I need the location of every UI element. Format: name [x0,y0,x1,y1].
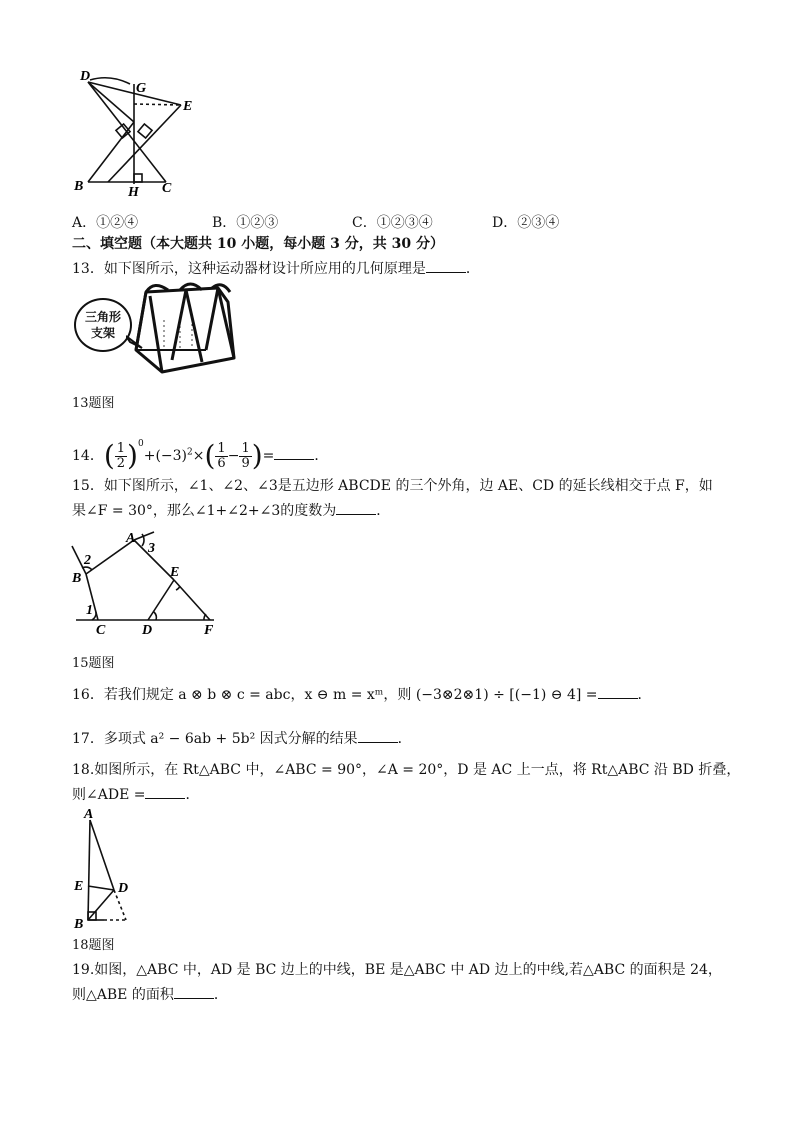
figure-q13 [120,280,250,380]
q18-line2-text: 则∠ADE = [72,787,146,803]
label-a: A [126,531,136,546]
figure-q15 [68,530,224,642]
question-16 [72,684,652,705]
q19-end: ． [213,987,228,1003]
label-a: A [84,807,94,822]
q18-end: ． [185,787,200,803]
bubble-pointer [126,332,146,352]
label-e: E [74,879,84,894]
figure-q18 [68,806,148,932]
q17-text: 17．多项式 a² − 6ab + 5b² 因式分解的结果 [72,731,358,747]
q19-answer-blank[interactable] [174,984,214,999]
label-c: C [162,181,172,196]
q14-mid: +(−3) [143,448,188,464]
question-19-line1: 19.如图，△ABC 中，AD 是 BC 边上的中线，BE 是△ABC 中 AD 边上的中线,若△ABC 的面积是 24， [72,962,722,978]
q13-text: 13．如下图所示，这种运动器材设计所应用的几何原理是 [72,261,426,277]
q14-prefix: 14． [72,448,104,464]
q19-line2-text: 则△ABE 的面积 [72,987,174,1003]
label-d: D [142,623,153,638]
q14-answer-blank[interactable] [274,445,314,460]
option-d[interactable]: D．②③④ [492,215,560,231]
question-17 [72,728,412,749]
triangle-support-bubble [74,298,132,352]
question-13 [72,258,480,279]
option-b[interactable]: B．①②③ [212,215,279,231]
label-d: D [80,69,91,84]
question-15-line1: 15．如下图所示，∠1、∠2、∠3是五边形 ABCDE 的三个外角，边 AE、CD 的延长线相交于点 F，如 [72,478,713,494]
label-h: H [128,185,139,198]
option-c[interactable]: C．①②③④ [352,215,433,231]
figure-q12 [70,64,200,198]
label-g: G [136,81,147,96]
q13-answer-blank[interactable] [426,258,466,273]
q13-caption: 13题图 [72,396,115,411]
question-15-line2 [72,500,390,521]
q13-end: ． [465,261,480,277]
q15-answer-blank[interactable] [336,500,376,515]
section-title: 二、填空题（本大题共 10 小题，每小题 3 分，共 30 分） [72,236,444,252]
label-e: E [170,565,180,580]
fraction-one-ninth: $\frac{1}{9}$ [241,440,250,471]
q18-caption: 18题图 [72,938,115,953]
question-18-line2 [72,784,199,805]
label-3: 3 [148,541,155,556]
option-a[interactable]: A．①②④ [72,215,139,231]
q17-answer-blank[interactable] [358,728,398,743]
q14-minus: − [227,448,240,464]
fraction-one-sixth: $\frac{1}{6}$ [217,440,226,471]
fraction-one-half: $\frac{1}{2}$ [116,440,126,471]
q15-line2-text: 果∠F = 30°，那么∠1+∠2+∠3的度数为 [72,503,337,519]
label-1: 1 [86,603,93,618]
label-d: D [118,881,129,896]
label-b: B [74,179,84,194]
label-f: F [204,623,214,638]
q17-end: ． [397,731,412,747]
q14-exp0: 0 [137,439,144,449]
bubble-line2: 支架 [90,326,115,340]
q14-exp2: 2 [187,447,193,458]
q15-caption: 15题图 [72,656,115,671]
label-2: 2 [84,553,91,568]
q14-end: ． [314,448,329,464]
q14-times: × [192,448,205,464]
q16-end: ． [637,687,652,703]
q18-answer-blank[interactable] [145,784,185,799]
q16-text: 16．若我们规定 a ⊗ b ⊗ c = abc，x ⊖ m = xᵐ，则 (−3⊗2⊗1) ÷ [(−1) ⊖ 4] = [72,687,598,703]
question-14: 14．( $\frac{1}{2}$ )$^0+(-3)^2\times$( $\frac{1}{6}$ − $\frac{1}{9}$ )= ． [72,439,329,472]
label-b: B [74,917,84,932]
q14-eq: = [262,448,275,464]
question-18-line1: 18.如图所示，在 Rt△ABC 中，∠ABC = 90°，∠A = 20°，D 是 AC 上一点，将 Rt△ABC 沿 BD 折叠， [72,762,741,778]
q15-end: ． [376,503,391,519]
label-b: B [72,571,82,586]
label-e: E [183,99,193,114]
question-19-line2 [72,984,228,1005]
q16-answer-blank[interactable] [598,684,638,699]
bubble-line1: 三角形 [84,310,121,324]
label-c: C [96,623,106,638]
